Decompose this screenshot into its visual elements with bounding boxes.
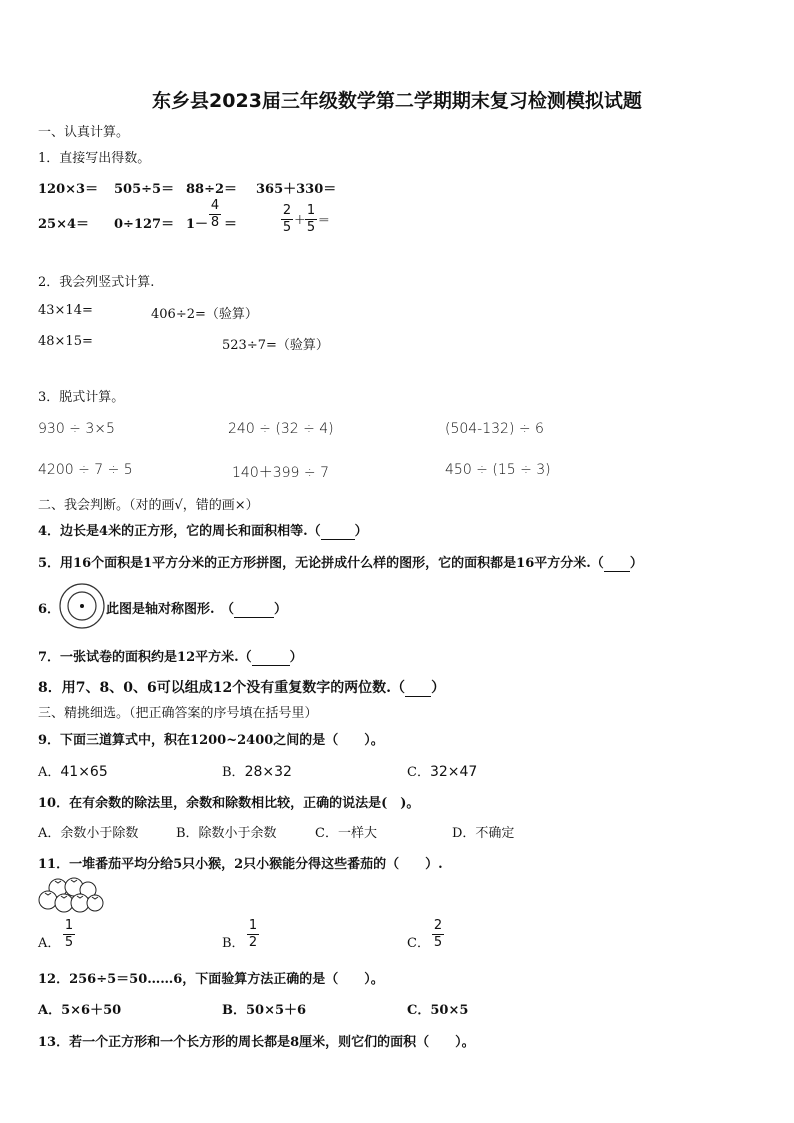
q3-item: (504-132) ÷ 6 xyxy=(445,421,544,437)
q6: 此图是轴对称图形. （ ） xyxy=(106,602,288,617)
q10-option-d[interactable]: D．不确定 xyxy=(452,826,515,841)
q10-text: 10．在有余数的除法里，余数和除数相比较，正确的说法是( )。 xyxy=(38,796,420,811)
q1-plus: + xyxy=(294,212,306,228)
q11-option-c-label[interactable]: C． xyxy=(407,936,430,951)
tomato-pile-icon xyxy=(38,876,104,916)
q2-item: 48×15= xyxy=(38,334,93,349)
answer-blank[interactable] xyxy=(321,524,355,540)
q11-option-a-label[interactable]: A． xyxy=(38,936,61,951)
section-1-heading: 一、认真计算。 xyxy=(38,125,130,140)
section-2-heading: 二、我会判断。（对的画√，错的画×） xyxy=(38,498,259,513)
q2-label: 2．我会列竖式计算. xyxy=(38,275,155,290)
q1-fraction: 1 5 xyxy=(306,203,316,235)
q3-item: 4200 ÷ 7 ÷ 5 xyxy=(38,462,133,478)
q11-text: 11．一堆番茄平均分给5只小猴，2只小猴能分得这些番茄的（ ）. xyxy=(38,857,443,872)
q3-item: 930 ÷ 3×5 xyxy=(38,421,115,437)
q9-option-b[interactable]: B．28×32 xyxy=(222,764,292,780)
section-3-heading: 三、精挑细选。（把正确答案的序号填在括号里） xyxy=(38,706,318,721)
q10-option-a[interactable]: A．余数小于除数 xyxy=(38,826,139,841)
q3-item: 240 ÷ (32 ÷ 4) xyxy=(228,421,334,437)
q4: 4．边长是4米的正方形，它的周长和面积相等.（ ） xyxy=(38,524,368,539)
q10-option-c[interactable]: C．一样大 xyxy=(315,826,377,841)
q9-text: 9．下面三道算式中，积在1200~2400之间的是（ ）。 xyxy=(38,733,384,748)
q1-fraction-suffix: ＝ xyxy=(224,217,238,232)
q11-option-b-fraction: 1 2 xyxy=(248,918,258,950)
q9-option-c[interactable]: C．32×47 xyxy=(407,764,478,780)
q10-option-b[interactable]: B．除数小于余数 xyxy=(176,826,277,841)
q1-item: 25×4＝ xyxy=(38,217,90,232)
q1-item: 88÷2＝ xyxy=(186,182,238,197)
page-title: 东乡县2023届三年级数学第二学期期末复习检测模拟试题 xyxy=(152,90,642,112)
q3-item: 140＋399 ÷ 7 xyxy=(232,465,329,481)
q6-number: 6． xyxy=(38,602,61,617)
q9-option-a[interactable]: A．41×65 xyxy=(38,764,108,780)
answer-blank[interactable] xyxy=(252,650,290,666)
q11-option-c-fraction: 2 5 xyxy=(433,918,443,950)
q2-item: 43×14= xyxy=(38,303,93,318)
answer-blank[interactable] xyxy=(234,602,274,618)
q12-option-c[interactable]: C．50×5 xyxy=(407,1003,469,1018)
concentric-circles-icon xyxy=(59,583,105,629)
q1-fraction: 2 5 xyxy=(282,203,292,235)
q7: 7．一张试卷的面积约是12平方米.（ ） xyxy=(38,650,303,665)
answer-blank[interactable] xyxy=(604,556,630,572)
q1-item: 0÷127＝ xyxy=(114,217,175,232)
q11-option-a-fraction: 1 5 xyxy=(64,918,74,950)
q5: 5．用16个面积是1平方分米的正方形拼图，无论拼成什么样的图形，它的面积都是16平方分米.（ ） xyxy=(38,556,643,571)
q8: 8．用7、8、0、6可以组成12个没有重复数字的两位数.（ ） xyxy=(38,680,446,696)
q1-item: 120×3＝ xyxy=(38,182,99,197)
q1-item: 365＋330＝ xyxy=(256,182,337,197)
q1-fraction: 4 8 xyxy=(210,198,220,230)
q1-equals: = xyxy=(318,212,330,228)
q13-text: 13．若一个正方形和一个长方形的周长都是8厘米，则它们的面积（ ）。 xyxy=(38,1035,475,1050)
q12-option-a[interactable]: A．5×6＋50 xyxy=(38,1003,122,1018)
q12-option-b[interactable]: B．50×5＋6 xyxy=(222,1003,307,1018)
q2-item: 523÷7=（验算） xyxy=(222,338,329,353)
q2-item: 406÷2=（验算） xyxy=(151,307,258,322)
q1-label: 1．直接写出得数。 xyxy=(38,151,151,166)
q3-item: 450 ÷ (15 ÷ 3) xyxy=(445,462,551,478)
q3-label: 3．脱式计算。 xyxy=(38,390,125,405)
q12-text: 12．256÷5＝50……6，下面验算方法正确的是（ ）。 xyxy=(38,972,384,987)
q1-fraction-prefix: 1－ xyxy=(186,217,209,232)
q11-option-b-label[interactable]: B． xyxy=(222,936,245,951)
answer-blank[interactable] xyxy=(405,680,431,697)
q1-item: 505÷5＝ xyxy=(114,182,175,197)
